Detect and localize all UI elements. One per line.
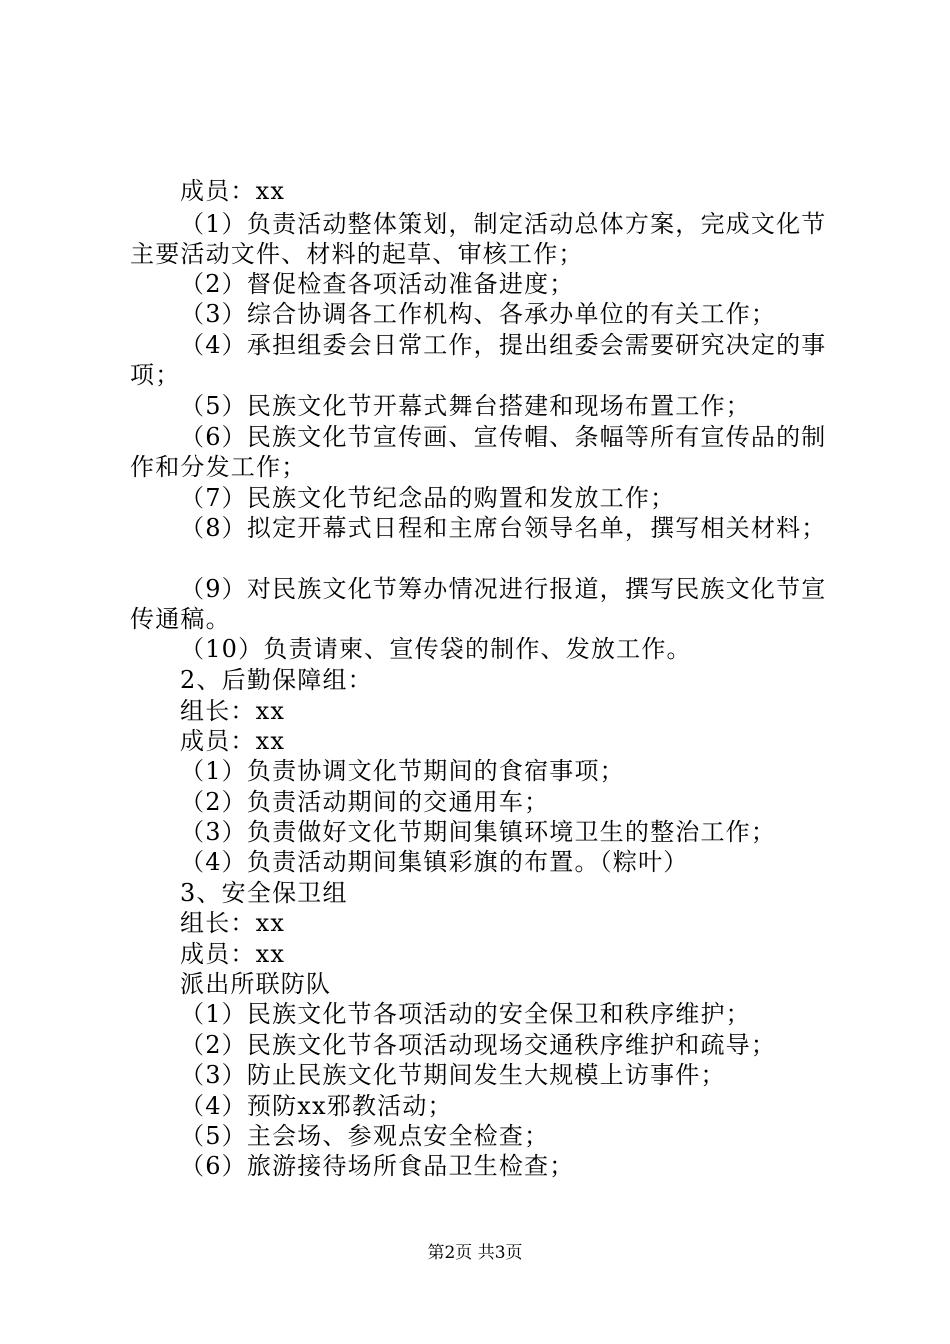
page-number: 第2页 共3页 (427, 1243, 523, 1263)
body-line: （8）拟定开幕式日程和主席台领导名单，撰写相关材料； (180, 514, 827, 542)
body-line: （9）对民族文化节筹办情况进行报道，撰写民族文化节宣 (180, 575, 827, 603)
body-line: （3）负责做好文化节期间集镇环境卫生的整治工作； (180, 818, 777, 846)
body-line: （10）负责请柬、宣传袋的制作、发放工作。 (180, 635, 692, 663)
body-line: （7）民族文化节纪念品的购置和发放工作； (180, 484, 676, 512)
body-line: 传通稿。 (130, 605, 231, 633)
body-line: （4）负责活动期间集镇彩旗的布置。（粽叶） (180, 848, 689, 876)
body-line: 主要活动文件、材料的起草、审核工作； (130, 240, 584, 268)
body-line: （2）民族文化节各项活动现场交通秩序维护和疏导； (180, 1031, 777, 1059)
body-line: （5）民族文化节开幕式舞台搭建和现场布置工作； (180, 392, 751, 420)
body-line: （2）督促检查各项活动准备进度； (180, 270, 575, 298)
body-line: 成员：xx (180, 940, 286, 968)
body-line: （4）承担组委会日常工作，提出组委会需要研究决定的事 (180, 331, 827, 359)
body-line: （1）民族文化节各项活动的安全保卫和秩序维护； (180, 1000, 751, 1028)
body-line: （2）负责活动期间的交通用车； (180, 788, 550, 816)
body-line: （1）负责协调文化节期间的食宿事项； (180, 757, 625, 785)
body-line: 派出所联防队 (180, 970, 332, 998)
body-line: （6）民族文化节宣传画、宣传帽、条幅等所有宣传品的制 (180, 423, 827, 451)
body-line: （1）负责活动整体策划，制定活动总体方案，完成文化节 (180, 210, 827, 238)
section-heading: 3、安全保卫组 (180, 879, 348, 907)
body-line: （4）预防xx邪教活动； (180, 1092, 453, 1120)
body-line: 项； (130, 361, 181, 389)
body-line: 成员：xx (180, 177, 286, 205)
body-line: （3）综合协调各工作机构、各承办单位的有关工作； (180, 300, 777, 328)
section-heading: 2、后勤保障组： (180, 666, 373, 694)
body-line: 组长：xx (180, 909, 286, 937)
body-line: 成员：xx (180, 727, 286, 755)
body-line: 作和分发工作； (130, 453, 307, 481)
body-line: （5）主会场、参观点安全检查； (180, 1122, 550, 1150)
body-line: （6）旅游接待场所食品卫生检查； (180, 1152, 575, 1180)
body-line: 组长：xx (180, 697, 286, 725)
body-line: （3）防止民族文化节期间发生大规模上访事件； (180, 1061, 726, 1089)
